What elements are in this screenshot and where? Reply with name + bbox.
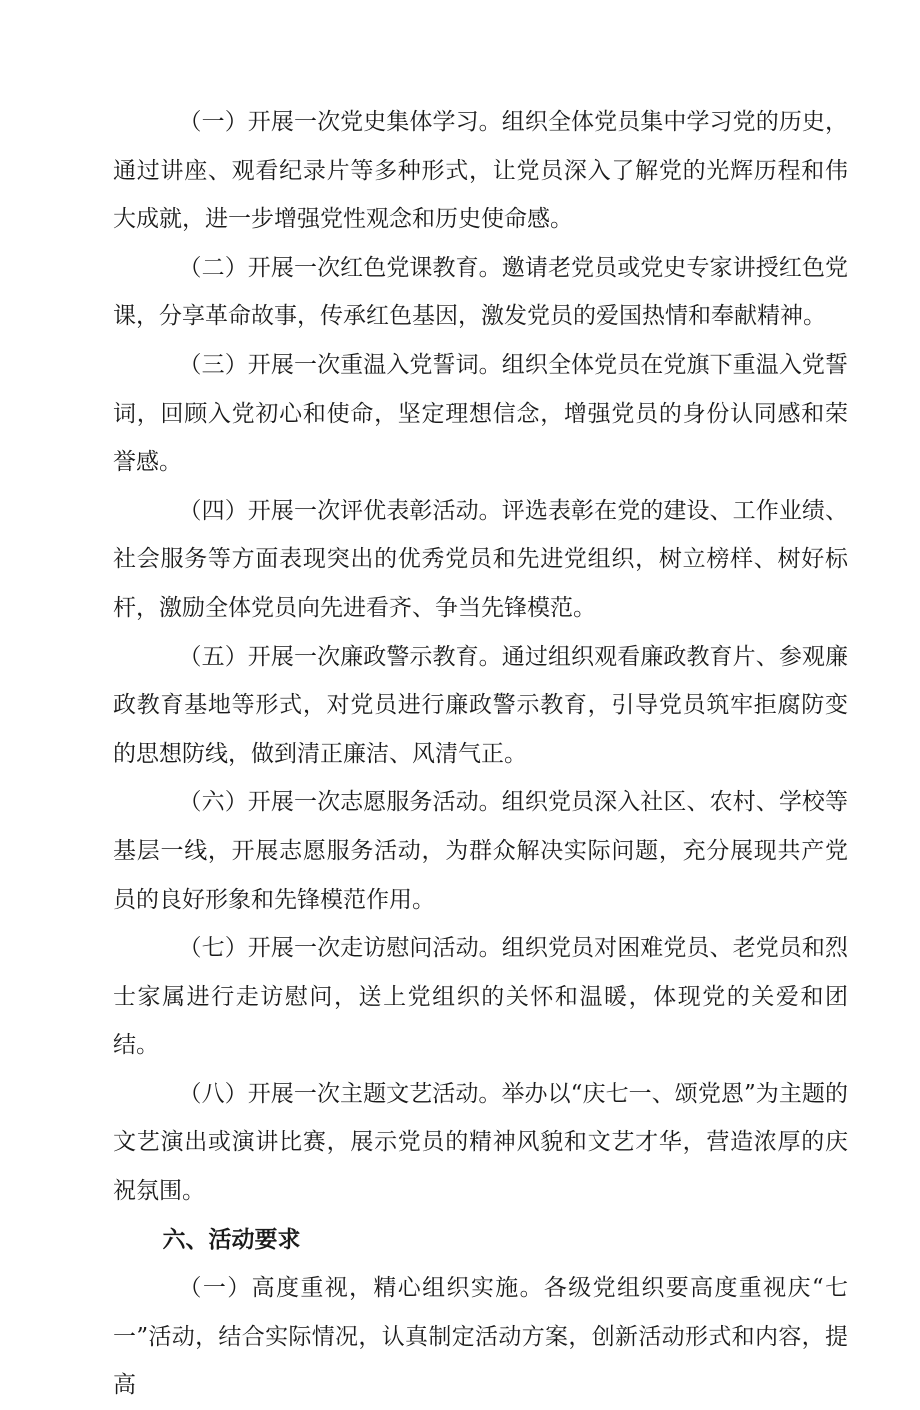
activity-paragraph-2: （二）开展一次红色党课教育。邀请老党员或党史专家讲授红色党课，分享革命故事，传承红色基因，激发党员的爱国热情和奉献精神。 — [113, 254, 848, 330]
activity-paragraph-4: （四）开展一次评优表彰活动。评选表彰在党的建设、工作业绩、社会服务等方面表现突出的优秀党员和先进党组织，树立榜样、树好标杆，激励全体党员向先进看齐、争当先锋模范。 — [113, 497, 848, 621]
activity-paragraph-5: （五）开展一次廉政警示教育。通过组织观看廉政教育片、参观廉政教育基地等形式，对党员进行廉政警示教育，引导党员筑牢拒腐防变的思想防线，做到清正廉洁、风清气正。 — [113, 643, 848, 767]
activity-paragraph-1: （一）开展一次党史集体学习。组织全体党员集中学习党的历史，通过讲座、观看纪录片等多种形式，让党员深入了解党的光辉历程和伟大成就，进一步增强党性观念和历史使命感。 — [113, 109, 848, 233]
activity-paragraph-3: （三）开展一次重温入党誓词。组织全体党员在党旗下重温入党誓词，回顾入党初心和使命，坚定理想信念，增强党员的身份认同感和荣誉感。 — [113, 351, 848, 476]
activity-paragraph-8: （八）开展一次主题文艺活动。举办以“庆七一、颂党恩”为主题的文艺演出或演讲比赛，展示党员的精神风貌和文艺才华，营造浓厚的庆祝氛围。 — [113, 1080, 848, 1205]
activity-paragraph-7: （七）开展一次走访慰问活动。组织党员对困难党员、老党员和烈士家属进行走访慰问，送上党组织的关怀和温暖，体现党的关爱和团结。 — [113, 935, 848, 1059]
requirement-paragraph-1: （一）高度重视，精心组织实施。各级党组织要高度重视庆“七一”活动，结合实际情况，认真制定活动方案，创新活动形式和内容，提高 — [113, 1275, 848, 1399]
section-heading: 六、活动要求 — [162, 1225, 301, 1253]
activity-paragraph-6: （六）开展一次志愿服务活动。组织党员深入社区、农村、学校等基层一线，开展志愿服务活动，为群众解决实际问题，充分展现共产党员的良好形象和先锋模范作用。 — [113, 789, 848, 913]
document-body — [113, 98, 848, 1410]
